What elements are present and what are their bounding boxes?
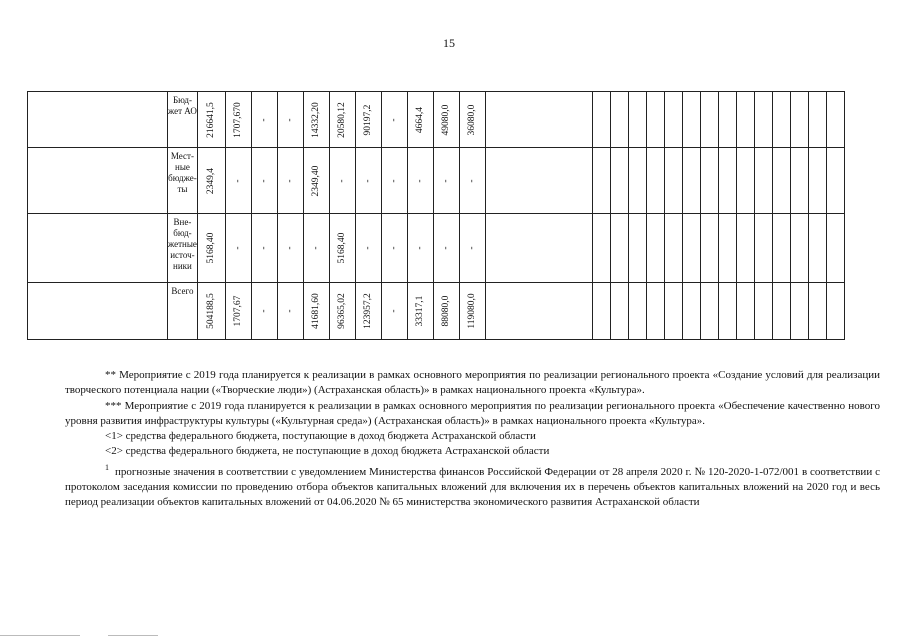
cell-value: - (389, 309, 400, 313)
value-cell (251, 92, 277, 148)
cell-value: - (389, 246, 400, 250)
value-cell (303, 214, 329, 283)
notes (65, 368, 880, 511)
cell-value: - (441, 178, 452, 183)
value-cell (251, 283, 277, 340)
empty-cell (485, 92, 592, 148)
cell-value: - (363, 246, 374, 250)
value-cell (277, 283, 303, 340)
empty-cell (700, 214, 718, 283)
empty-cell (592, 148, 610, 214)
empty-cell (718, 148, 736, 214)
cell-value: - (415, 246, 426, 250)
value-cell (407, 214, 433, 283)
cell-value: 2349,4 (206, 167, 217, 194)
value-cell (459, 92, 485, 148)
empty-cell (592, 214, 610, 283)
cell-value: - (259, 178, 270, 183)
note-cultural-environment: *** Мероприятие с 2019 года планируется к реализации в рамках основного мероприятия по реализации регионального проекта «Обеспечение качественно нового уровня развития инфраструктуры культуры («Культурная среда») (Астраханская область)» в рамках национального проекта «Культура». (65, 399, 880, 427)
value-cell (459, 283, 485, 340)
empty-cell (610, 148, 628, 214)
empty-cell (485, 283, 592, 340)
note-creative-people: ** Мероприятие с 2019 года планируется к реализации в рамках основного мероприятия по реализации регионального проекта «Создание условий для реализации творческого потенциала нации («Творческие люди») (Астраханская область)» в рамках национального проекта «Культура». (65, 369, 880, 397)
empty-cell (826, 148, 844, 214)
value-cell (355, 92, 381, 148)
cell-value: - (233, 246, 244, 250)
value-cell (355, 283, 381, 340)
empty-cell (592, 283, 610, 340)
empty-cell (754, 148, 772, 214)
cell-value: - (389, 178, 400, 183)
cell-value: 5168,40 (206, 232, 217, 264)
empty-cell (826, 214, 844, 283)
value-cell (197, 214, 225, 283)
empty-cell (628, 148, 646, 214)
value-cell (407, 92, 433, 148)
budget-table (27, 91, 845, 340)
page-number: 15 (443, 36, 455, 50)
empty-cell (664, 214, 682, 283)
cell-value: 14332,20 (311, 101, 322, 138)
cell-value: - (233, 178, 244, 183)
empty-cell (790, 214, 808, 283)
empty-cell (485, 214, 592, 283)
value-cell (433, 283, 459, 340)
note-forecast-text: прогнозные значения в соответствии с уведомлением Министерства финансов Российской Федерации от 28 апреля 2020 г. № 120-2020-1-072/001 в соответствии с протоколом заседания комиссии по проведению отбора объектов капитальных вложений для включения их в перечень объектов капитальных вложений на 2020 год и весь период реализации объектов капитальных вложений от 04.06.2020 № 65 министерства экономического развития Астраханской области (65, 465, 880, 509)
note-federal-budget-out: <2> средства федерального бюджета, не поступающие в доход бюджета Астраханской области (105, 445, 550, 458)
empty-cell (790, 92, 808, 148)
empty-cell (485, 148, 592, 214)
value-cell (433, 148, 459, 214)
value-cell (303, 283, 329, 340)
value-cell (355, 148, 381, 214)
empty-cell (646, 148, 664, 214)
empty-cell (610, 283, 628, 340)
table-row (28, 148, 845, 214)
value-cell (277, 148, 303, 214)
footnote-mark: 1 (105, 462, 109, 472)
cell-value: 96365,02 (337, 293, 348, 329)
value-cell (225, 214, 251, 283)
cell-value: 20580,12 (337, 101, 348, 138)
cell-value: 2349,40 (311, 165, 322, 196)
row-label: Вне-бюд-жетные источ-ники (168, 214, 198, 283)
cell-value: 5168,40 (337, 232, 348, 264)
cell-value: 216641,5 (206, 101, 217, 138)
blank-cell (28, 283, 168, 340)
value-cell (381, 92, 407, 148)
cell-value: - (363, 178, 374, 183)
note-forecast (65, 460, 880, 511)
value-cell (197, 92, 225, 148)
cell-value: - (259, 309, 270, 313)
empty-cell (736, 283, 754, 340)
empty-cell (772, 214, 790, 283)
empty-cell (808, 148, 826, 214)
value-cell (225, 283, 251, 340)
empty-cell (754, 92, 772, 148)
empty-cell (646, 214, 664, 283)
cell-value: 90197,2 (363, 104, 374, 135)
cell-value: 36080,0 (467, 104, 478, 135)
cell-value: - (441, 246, 452, 250)
cell-value: - (467, 178, 478, 183)
value-cell (197, 283, 225, 340)
empty-cell (646, 283, 664, 340)
empty-cell (628, 92, 646, 148)
empty-cell (736, 148, 754, 214)
empty-cell (808, 214, 826, 283)
value-cell (433, 92, 459, 148)
empty-cell (826, 283, 844, 340)
cell-value: - (285, 246, 296, 250)
blank-cell (28, 148, 168, 214)
table-row (28, 283, 845, 340)
empty-cell (700, 92, 718, 148)
value-cell (329, 92, 355, 148)
empty-cell (826, 92, 844, 148)
row-label: Мест-ные бюдже-ты (168, 148, 198, 214)
value-cell (277, 214, 303, 283)
value-cell (197, 148, 225, 214)
empty-cell (610, 92, 628, 148)
cell-value: 4664,4 (415, 106, 426, 133)
empty-cell (754, 214, 772, 283)
value-cell (329, 283, 355, 340)
cell-value: 88080,0 (441, 295, 452, 327)
cell-value: 1707,670 (233, 101, 244, 138)
cell-value: 1707,67 (233, 295, 244, 327)
cell-value: - (285, 178, 296, 183)
value-cell (303, 92, 329, 148)
value-cell (225, 92, 251, 148)
value-cell (225, 148, 251, 214)
cell-value: 504188,5 (206, 293, 217, 329)
empty-cell (790, 148, 808, 214)
blank-cell (28, 92, 168, 148)
empty-cell (646, 92, 664, 148)
empty-cell (628, 214, 646, 283)
cell-value: - (285, 309, 296, 313)
cell-value: - (389, 117, 400, 122)
empty-cell (610, 214, 628, 283)
empty-cell (718, 92, 736, 148)
empty-cell (592, 92, 610, 148)
empty-cell (700, 148, 718, 214)
note-federal-budget-in: <1> средства федерального бюджета, поступающие в доход бюджета Астраханской области (105, 430, 536, 443)
value-cell (407, 283, 433, 340)
scan-artifact-line (0, 635, 80, 636)
empty-cell (790, 283, 808, 340)
value-cell (251, 214, 277, 283)
cell-value: - (337, 178, 348, 183)
value-cell (329, 148, 355, 214)
blank-cell (28, 214, 168, 283)
empty-cell (772, 148, 790, 214)
cell-value: 49080,0 (441, 104, 452, 135)
cell-value: 41681,60 (311, 293, 322, 329)
cell-value: 33317,1 (415, 295, 426, 327)
empty-cell (664, 148, 682, 214)
table-row (28, 92, 845, 148)
value-cell (381, 148, 407, 214)
value-cell (355, 214, 381, 283)
value-cell (329, 214, 355, 283)
empty-cell (682, 148, 700, 214)
value-cell (459, 148, 485, 214)
empty-cell (664, 92, 682, 148)
empty-cell (700, 283, 718, 340)
cell-value: - (259, 117, 270, 122)
value-cell (277, 92, 303, 148)
value-cell (459, 214, 485, 283)
empty-cell (808, 283, 826, 340)
empty-cell (628, 283, 646, 340)
empty-cell (682, 283, 700, 340)
empty-cell (772, 283, 790, 340)
cell-value: - (311, 246, 322, 250)
value-cell (381, 283, 407, 340)
cell-value: - (415, 178, 426, 183)
empty-cell (682, 92, 700, 148)
scan-artifact-line (108, 635, 158, 636)
empty-cell (772, 92, 790, 148)
empty-cell (754, 283, 772, 340)
value-cell (381, 214, 407, 283)
value-cell (407, 148, 433, 214)
cell-value: - (467, 246, 478, 250)
empty-cell (736, 92, 754, 148)
cell-value: - (259, 246, 270, 250)
row-label: Бюд-жет АО (168, 92, 198, 148)
value-cell (433, 214, 459, 283)
empty-cell (664, 283, 682, 340)
empty-cell (718, 283, 736, 340)
value-cell (251, 148, 277, 214)
cell-value: 119080,0 (467, 293, 478, 329)
cell-value: 123957,2 (363, 293, 374, 329)
cell-value: - (285, 117, 296, 122)
empty-cell (682, 214, 700, 283)
table-row (28, 214, 845, 283)
empty-cell (808, 92, 826, 148)
empty-cell (718, 214, 736, 283)
row-label: Всего (168, 283, 198, 340)
empty-cell (736, 214, 754, 283)
value-cell (303, 148, 329, 214)
